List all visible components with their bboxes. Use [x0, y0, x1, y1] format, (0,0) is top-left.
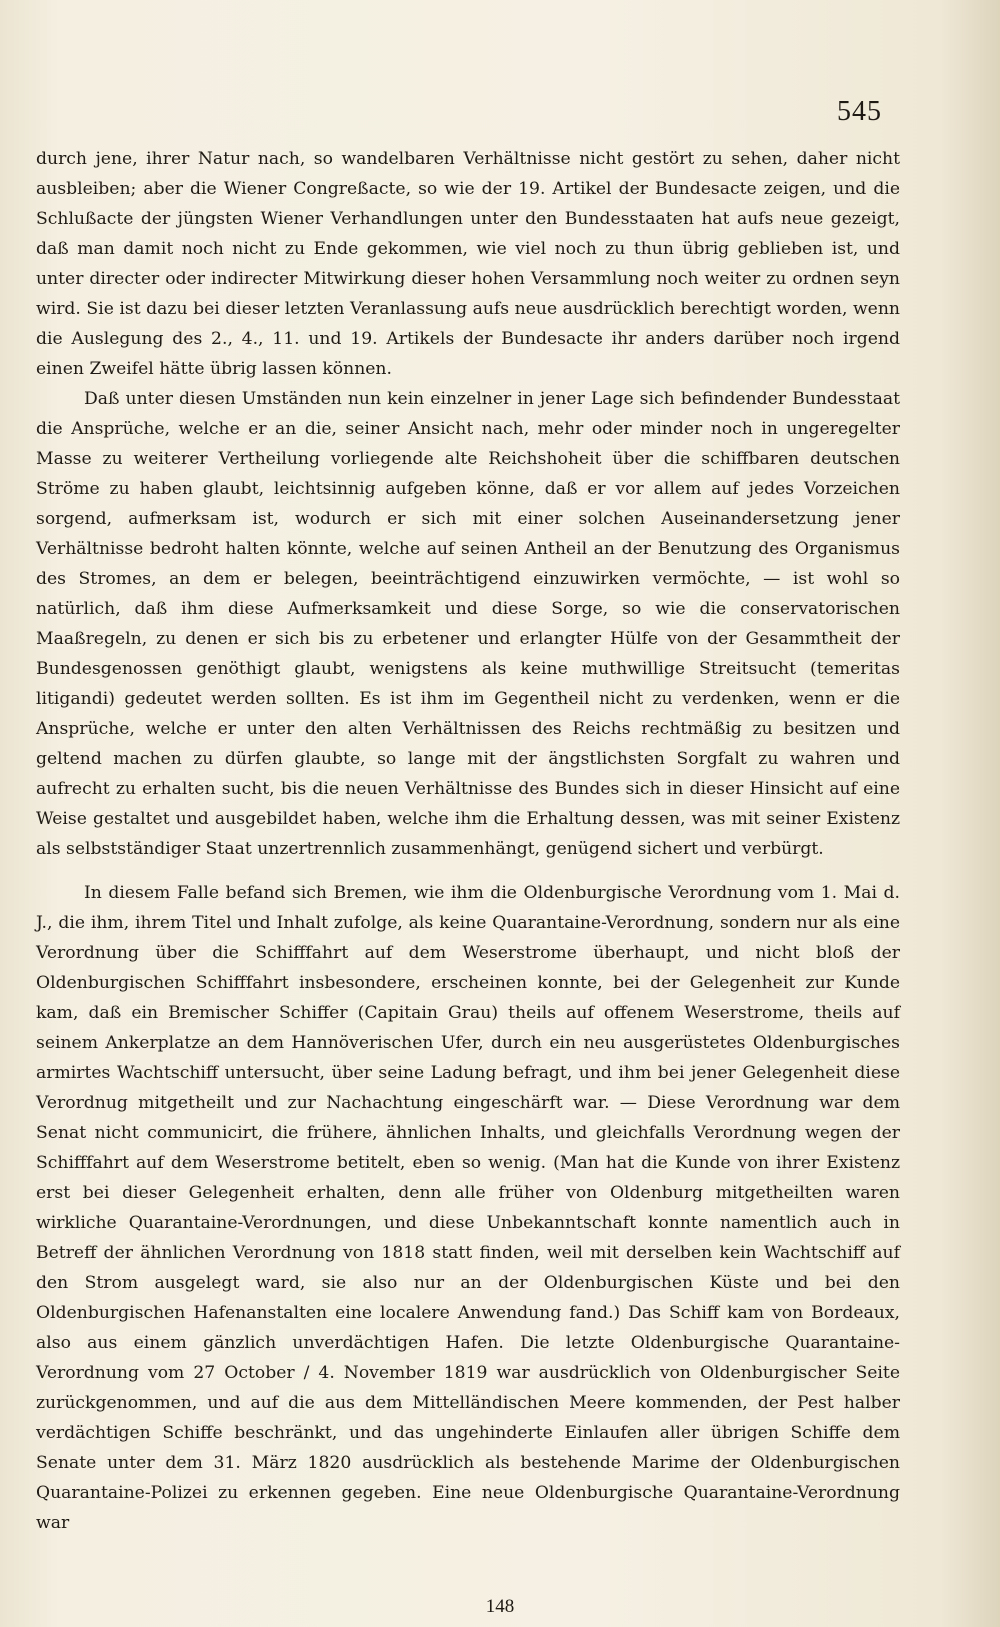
paragraph-1: durch jene, ihrer Natur nach, so wandelbaren Verhältnisse nicht gestört zu sehen, daher nicht ausbleiben; aber die Wiener Congreßacte, so wie der 19. Artikel der Bundesacte zeigen, und die Schlußacte der jüngsten Wiener Verhandlungen unter den Bundesstaaten hat aufs neue gezeigt, daß man damit noch nicht zu Ende gekommen, wie viel noch zu thun übrig geblieben ist, und unter directer oder indirecter Mitwirkung dieser hohen Versammlung noch weiter zu ordnen seyn wird. Sie ist dazu bei dieser letzten Veranlassung aufs neue ausdrücklich berechtigt worden, wenn die Auslegung des 2., 4., 11. und 19. Artikels der Bundesacte ihr anders darüber noch irgend einen Zweifel hätte übrig lassen können. [36, 149, 900, 379]
paragraph-3: In diesem Falle befand sich Bremen, wie ihm die Oldenburgische Verordnung vom 1. Mai d. J., die ihm, ihrem Titel und Inhalt zufolge, als keine Quarantaine-Verordnung, sondern nur als eine Verordnung über die Schifffahrt auf dem Weserstrome überhaupt, und nicht bloß der Oldenburgischen Schifffahrt insbesondere, erscheinen konnte, bei der Gelegenheit zur Kunde kam, daß ein Bremischer Schiffer (Capitain Grau) theils auf offenem Weserstrome, theils auf seinem Ankerplatze an dem Hannöverischen Ufer, durch ein neu ausgerüstetes Oldenburgisches armirtes Wachtschiff untersucht, über seine Ladung befragt, und ihm bei jener Gelegenheit diese Verordnug mitgetheilt und zur Nachachtung eingeschärft war. — Diese Verordnung war dem Senat nicht communicirt, die frühere, ähnlichen Inhalts, und gleichfalls Verordnung wegen der Schifffahrt auf dem Weserstrome betitelt, eben so wenig. (Man hat die Kunde von ihrer Existenz erst bei dieser Gelegenheit erhalten, denn alle früher von Oldenburg mitgetheilten waren wirkliche Quarantaine-Verordnungen, und diese Unbekanntschaft konnte namentlich auch in Betreff der ähnlichen Verordnung von 1818 statt finden, weil mit derselben kein Wachtschiff auf den Strom ausgelegt ward, sie also nur an der Oldenburgischen Küste und bei den Oldenburgischen Hafenanstalten eine localere Anwendung fand.) Das Schiff kam von Bordeaux, also aus einem gänzlich unverdächtigen Hafen. Die letzte Oldenburgische Quarantaine-Verordnung vom 27 October / 4. November 1819 war ausdrücklich von Oldenburgischer Seite zurückgenommen, und auf die aus dem Mittelländischen Meere kommenden, der Pest halber verdächtigen Schiffe beschränkt, und das ungehinderte Einlaufen aller übrigen Schiffe dem Senate unter dem 31. März 1820 ausdrücklich als bestehende Marime der Oldenburgischen Quarantaine-Polizei zu erkennen gegeben. Eine neue Oldenburgische Quarantaine-Verordnung war [36, 883, 900, 1533]
paragraph-2: Daß unter diesen Umständen nun kein einzelner in jener Lage sich befindender Bundesstaat die Ansprüche, welche er an die, seiner Ansicht nach, mehr oder minder noch in ungeregelter Masse zu weiterer Vertheilung vorliegende alte Reichshoheit über die schiffbaren deutschen Ströme zu haben glaubt, leichtsinnig aufgeben könne, daß er vor allem auf jedes Vorzeichen sorgend, aufmerksam ist, wodurch er sich mit einer solchen Auseinandersetzung jener Verhältnisse bedroht halten könnte, welche auf seinen Antheil an der Benutzung des Organismus des Stromes, an dem er belegen, beeinträchtigend einzuwirken vermöchte, — ist wohl so natürlich, daß ihm diese Aufmerksamkeit und diese Sorge, so wie die conservatorischen Maaßregeln, zu denen er sich bis zu erbetener und erlangter Hülfe von der Gesammtheit der Bundesgenossen genöthigt glaubt, wenigstens als keine muthwillige Streitsucht (temeritas litigandi) gedeutet werden sollten. Es ist ihm im Gegentheil nicht zu verdenken, wenn er die Ansprüche, welche er unter den alten Verhältnissen des Reichs rechtmäßig zu besitzen und geltend machen zu dürfen glaubte, so lange mit der ängstlichsten Sorgfalt zu wahren und aufrecht zu erhalten sucht, bis die neuen Verhältnisse des Bundes sich in dieser Hinsicht auf eine Weise gestaltet und ausgebildet haben, welche ihm die Erhaltung dessen, was mit seiner Existenz als selbstständiger Staat unzertrennlich zusammenhängt, genügend sichert und verbürgt. [36, 389, 900, 859]
text-body [36, 144, 900, 1538]
page-number: 545 [837, 96, 882, 127]
signature-mark: 148 [485, 1596, 515, 1617]
